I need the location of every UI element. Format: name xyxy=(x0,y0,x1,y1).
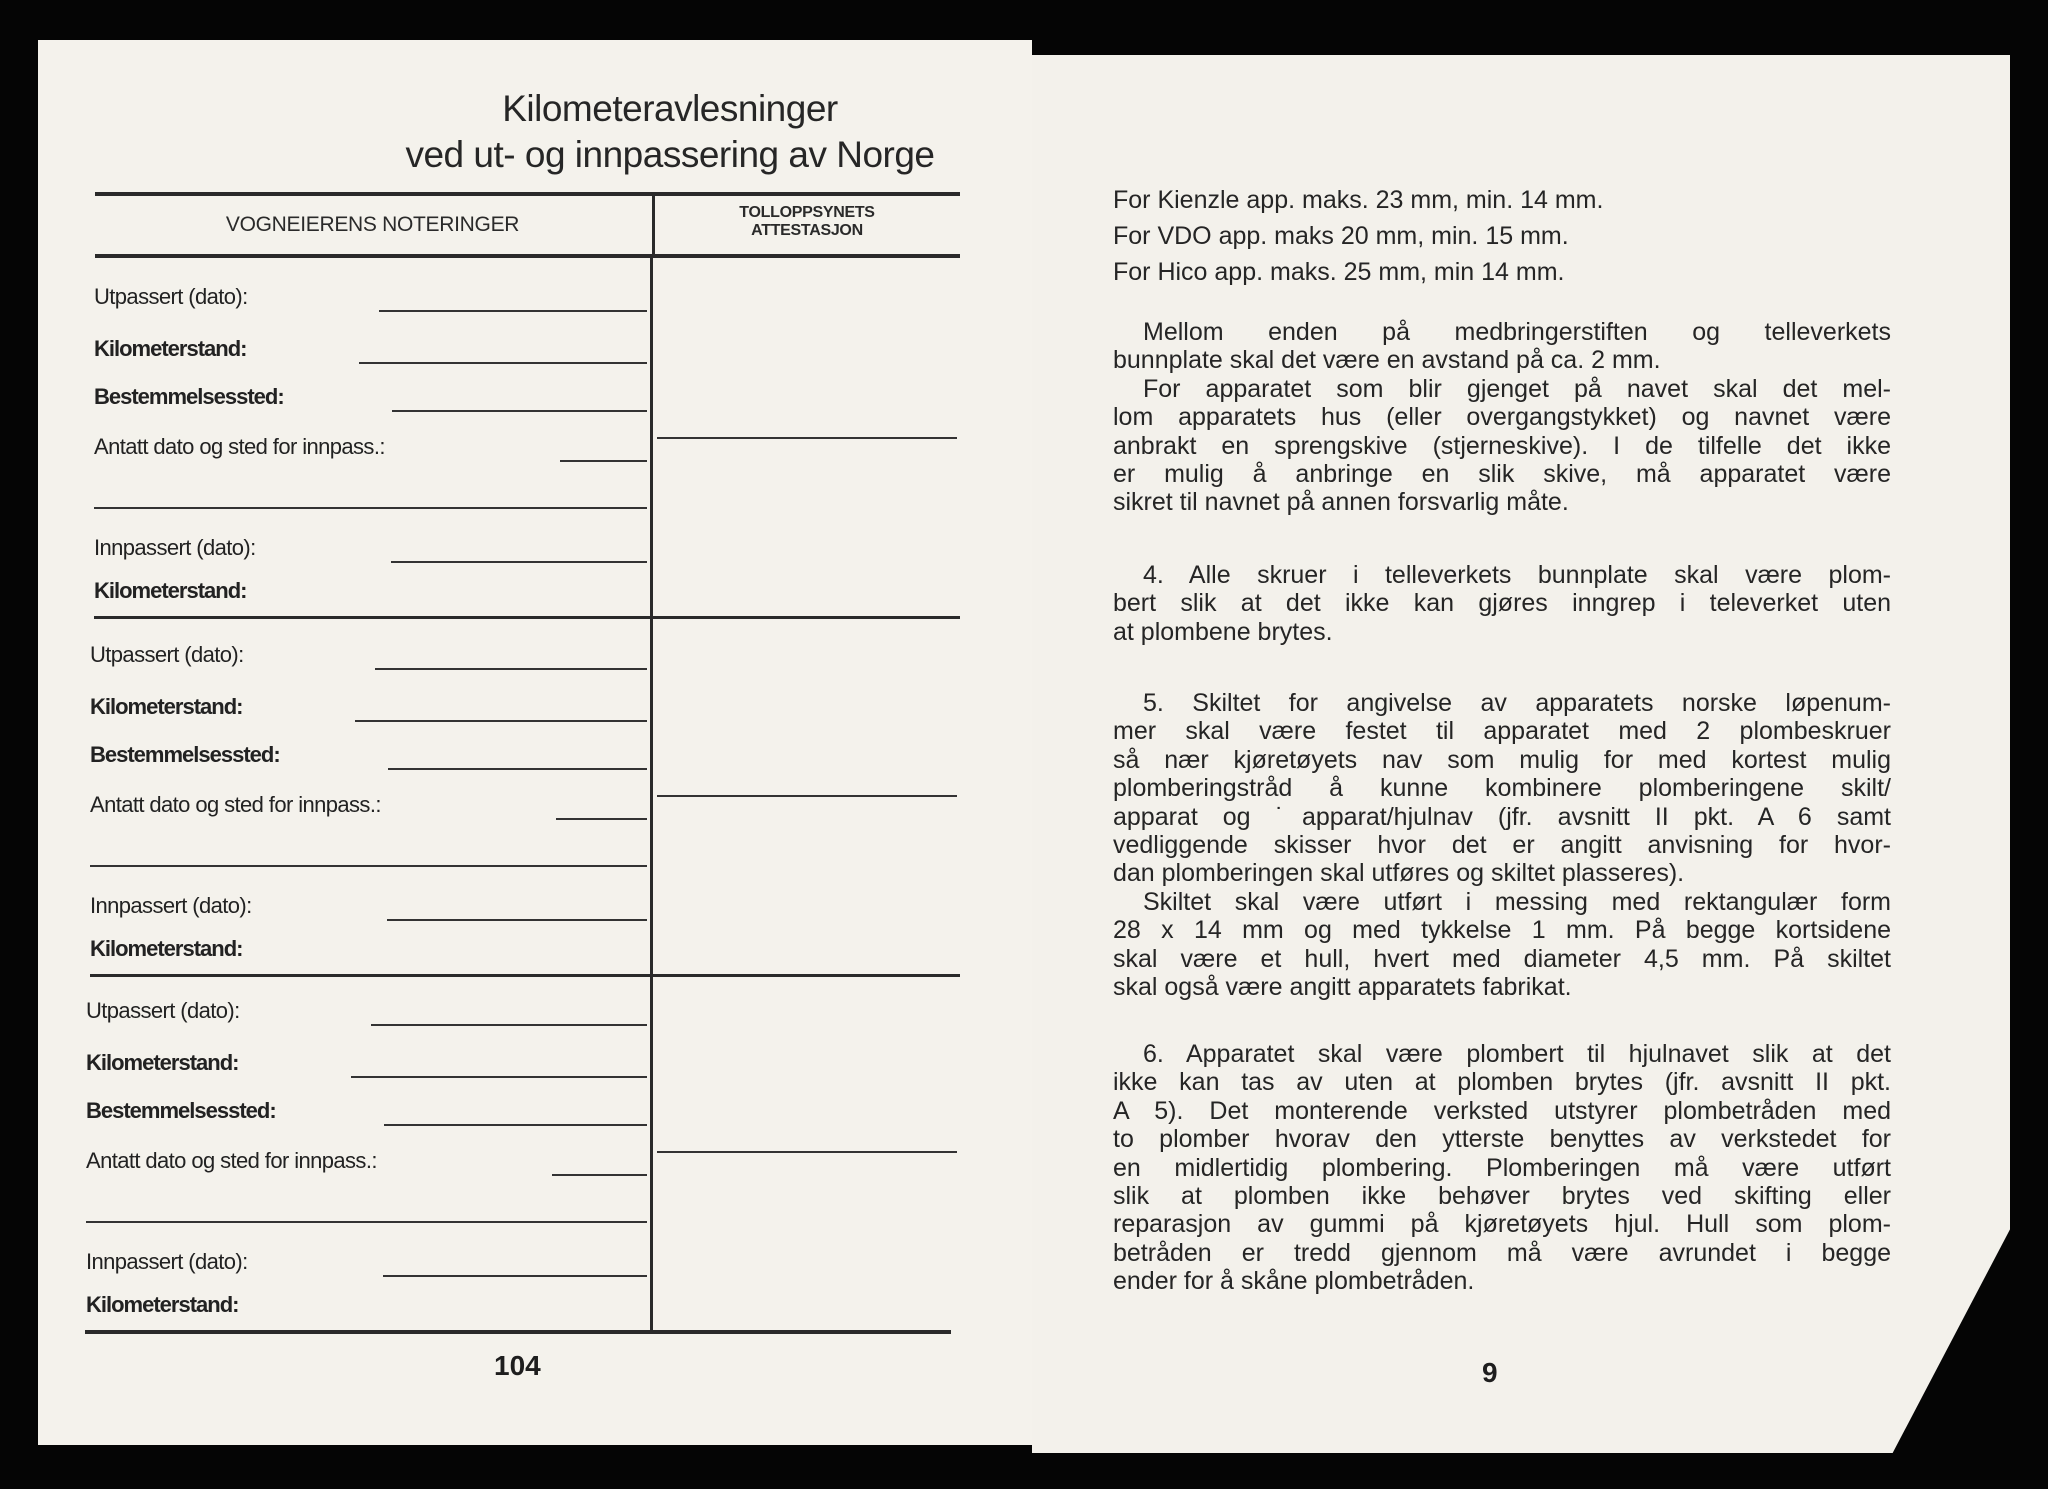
customs-signature-line[interactable] xyxy=(657,795,957,797)
text-line: to plomber hvorav den ytterste benyttes av verkstedet for xyxy=(1113,1125,1891,1154)
text-line: at plombene brytes. xyxy=(1113,617,1333,646)
text-line: 4. Alle skruer i telleverkets bunnplate skal være plom- xyxy=(1143,561,1891,589)
field-label-km-out: Kilometerstand: xyxy=(86,1050,239,1075)
form-bottom-rule xyxy=(85,1330,951,1334)
paragraph-distance xyxy=(1113,318,1891,517)
field-label-expected: Antatt dato og sted for innpass.: xyxy=(86,1148,377,1173)
text-line: dan plomberingen skal utføres og skiltet plasseres). xyxy=(1113,859,1685,888)
text-line: plomberingstråd å kunne kombinere plomberingene skilt/ xyxy=(1113,774,1891,803)
text-line: Mellom enden på medbringerstiften og telleverkets xyxy=(1143,318,1891,346)
field-input-line-expected-continued[interactable] xyxy=(90,865,647,867)
field-label-destination: Bestemmelsessted: xyxy=(86,1098,276,1123)
text-line: lom apparatets hus (eller overgangstykket) og navnet være xyxy=(1113,403,1891,432)
text-line: skal være et hull, hvert med diameter 4,5 mm. På skiltet xyxy=(1113,944,1891,973)
left-page-number: 104 xyxy=(494,1350,541,1381)
field-input-line-expected[interactable] xyxy=(556,818,647,820)
text-line: betråden er tredd gjennom må være avrundet i begge xyxy=(1113,1238,1891,1267)
customs-header-line-2: ATTESTASJON xyxy=(751,222,863,239)
form-title-line-2: ved ut- og innpassering av Norge xyxy=(405,134,935,175)
text-line: bert slik at det ikke kan gjøres inngrep i televerket uten xyxy=(1113,589,1891,618)
spec-hico: For Hico app. maks. 25 mm, min 14 mm. xyxy=(1113,258,1565,286)
text-line: bunnplate skal det være en avstand på ca. 2 mm. xyxy=(1113,346,1661,375)
text-line: 5. Skiltet for angivelse av apparatets norske løpenum- xyxy=(1143,689,1891,717)
field-input-line-utpassert[interactable] xyxy=(371,1024,647,1026)
field-input-line-innpassert[interactable] xyxy=(383,1275,647,1277)
field-label-destination: Bestemmelsessted: xyxy=(90,742,280,767)
text-line: ender for å skåne plombetråden. xyxy=(1113,1267,1475,1296)
customs-signature-line[interactable] xyxy=(657,1151,957,1153)
paragraph-6 xyxy=(1113,1040,1891,1296)
owner-notes-header: VOGNEIERENS NOTERINGER xyxy=(225,213,520,236)
header-divider xyxy=(652,196,655,254)
text-line: er mulig å anbringe en slik skive, må apparatet være xyxy=(1113,459,1891,488)
section-separator xyxy=(90,974,960,977)
header-bottom-rule xyxy=(95,254,960,258)
field-input-line-innpassert[interactable] xyxy=(391,561,647,563)
text-line: skal også være angitt apparatets fabrikat. xyxy=(1113,972,1572,1001)
text-line: anbrakt en sprengskive (stjerneskive). I de tilfelle det ikke xyxy=(1113,431,1891,460)
field-label-km-in: Kilometerstand: xyxy=(90,936,243,961)
paragraph-5 xyxy=(1113,689,1891,1001)
apparatus-specs xyxy=(1113,182,1891,290)
text-line: Skiltet skal være utført i messing med rektangulær form xyxy=(1143,887,1891,916)
field-input-line-expected-continued[interactable] xyxy=(86,1221,647,1223)
field-input-line-destination[interactable] xyxy=(388,768,647,770)
field-label-km-out: Kilometerstand: xyxy=(94,336,247,361)
customs-header-line-1: TOLLOPPSYNETS xyxy=(739,204,875,221)
field-label-utpassert: Utpassert (dato): xyxy=(86,998,240,1023)
field-input-line-utpassert[interactable] xyxy=(379,310,647,312)
field-input-line-destination[interactable] xyxy=(392,410,647,412)
field-input-line-expected-continued[interactable] xyxy=(94,507,647,509)
customs-attestation-header xyxy=(657,204,957,240)
paragraph-4 xyxy=(1113,561,1891,646)
text-line: en midlertidig plombering. Plomberingen må være utført xyxy=(1113,1153,1891,1182)
field-input-line-km-out[interactable] xyxy=(351,1076,647,1078)
field-label-destination: Bestemmelsessted: xyxy=(94,384,284,409)
field-label-km-in: Kilometerstand: xyxy=(94,578,247,603)
section-separator xyxy=(94,616,960,619)
field-label-utpassert: Utpassert (dato): xyxy=(94,284,248,309)
customs-signature-line[interactable] xyxy=(657,437,957,439)
field-label-km-in: Kilometerstand: xyxy=(86,1292,239,1317)
text-line: mer skal være festet til apparatet med 2 plombeskruer xyxy=(1113,717,1891,746)
field-label-utpassert: Utpassert (dato): xyxy=(90,642,244,667)
column-divider xyxy=(650,258,653,1332)
text-line: ikke kan tas av uten at plomben brytes (jfr. avsnitt II pkt. xyxy=(1113,1068,1891,1097)
text-line: sikret til navnet på annen forsvarlig måte. xyxy=(1113,488,1569,517)
field-label-innpassert: Innpassert (dato): xyxy=(94,535,256,560)
field-label-expected: Antatt dato og sted for innpass.: xyxy=(90,792,381,817)
field-input-line-innpassert[interactable] xyxy=(387,919,647,921)
form-title-line-1: Kilometeravlesninger xyxy=(502,88,838,129)
field-input-line-expected[interactable] xyxy=(560,460,647,462)
text-line: apparat og ˙apparat/hjulnav (jfr. avsnitt II pkt. A 6 samt xyxy=(1113,802,1891,831)
field-label-innpassert: Innpassert (dato): xyxy=(90,893,252,918)
field-input-line-expected[interactable] xyxy=(552,1174,647,1176)
field-label-expected: Antatt dato og sted for innpass.: xyxy=(94,434,385,459)
text-line: så nær kjøretøyets nav som mulig for med kortest mulig xyxy=(1113,745,1891,774)
header-top-rule xyxy=(95,192,960,196)
text-line: A 5). Det monterende verksted utstyrer plombetråden med xyxy=(1113,1096,1891,1125)
field-input-line-destination[interactable] xyxy=(384,1124,647,1126)
right-page-number: 9 xyxy=(1482,1357,1498,1388)
text-line: For apparatet som blir gjenget på navet skal det mel- xyxy=(1143,374,1891,403)
spec-vdo: For VDO app. maks 20 mm, min. 15 mm. xyxy=(1113,222,1569,250)
text-line: 6. Apparatet skal være plombert til hjulnavet slik at det xyxy=(1143,1040,1891,1068)
spec-kienzle: For Kienzle app. maks. 23 mm, min. 14 mm. xyxy=(1113,186,1604,214)
text-line: reparasjon av gummi på kjøretøyets hjul. Hull som plom- xyxy=(1113,1210,1891,1239)
text-line: vedliggende skisser hvor det er angitt anvisning for hvor- xyxy=(1113,830,1891,859)
field-input-line-utpassert[interactable] xyxy=(375,668,647,670)
field-input-line-km-out[interactable] xyxy=(359,362,647,364)
field-input-line-km-out[interactable] xyxy=(355,720,647,722)
text-line: 28 x 14 mm og med tykkelse 1 mm. På begge kortsidene xyxy=(1113,916,1891,945)
text-line: slik at plomben ikke behøver brytes ved skifting eller xyxy=(1113,1181,1891,1210)
field-label-km-out: Kilometerstand: xyxy=(90,694,243,719)
field-label-innpassert: Innpassert (dato): xyxy=(86,1249,248,1274)
